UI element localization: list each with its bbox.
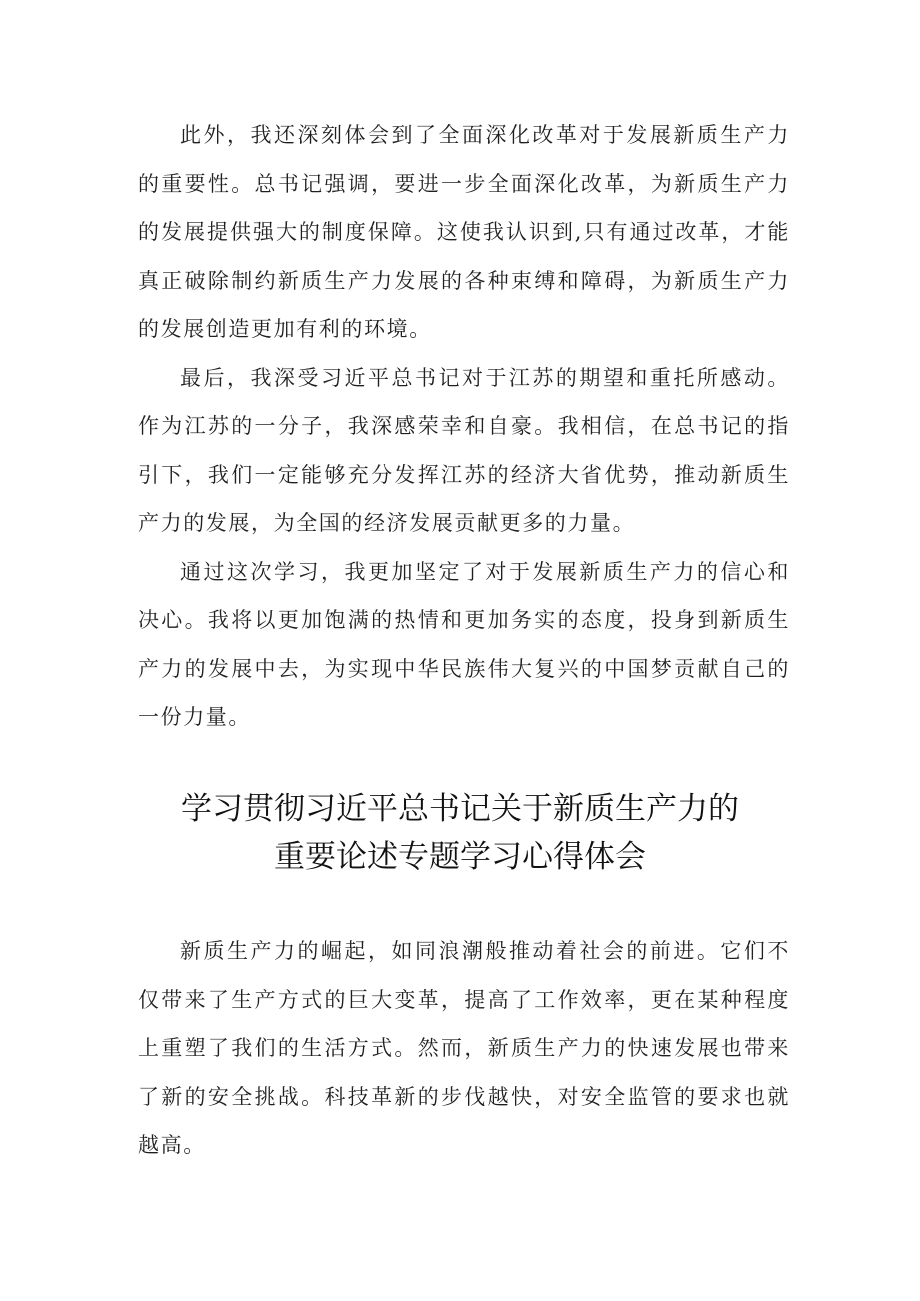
paragraph-conclusion: 通过这次学习，我更加坚定了对于发展新质生产力的信心和决心。我将以更加饱满的热情和更加务实的态度，投身到新质生产力的发展中去，为实现中华民族伟大复兴的中国梦贡献自己的一份力量。	[138, 559, 790, 729]
article-title	[100, 785, 820, 881]
paragraph-jiangsu: 最后，我深受习近平总书记对于江苏的期望和重托所感动。作为江苏的一分子，我深感荣幸和自豪。我相信，在总书记的指引下，我们一定能够充分发挥江苏的经济大省优势，推动新质生产力的发展，为全国的经济发展贡献更多的力量。	[138, 365, 790, 535]
previous-article-body	[138, 111, 790, 742]
new-article-body	[138, 927, 790, 1170]
article-title-line-2: 重要论述专题学习心得体会	[274, 839, 646, 875]
article-title-line-1: 学习贯彻习近平总书记关于新质生产力的	[181, 791, 739, 827]
paragraph-reform: 此外，我还深刻体会到了全面深化改革对于发展新质生产力的重要性。总书记强调，要进一步全面深化改革，为新质生产力的发展提供强大的制度保障。这使我认识到,只有通过改革，才能真正破除制约新质生产力发展的各种束缚和障碍，为新质生产力的发展创造更加有利的环境。	[138, 123, 790, 341]
paragraph-new-productivity: 新质生产力的崛起，如同浪潮般推动着社会的前进。它们不仅带来了生产方式的巨大变革，提高了工作效率，更在某种程度上重塑了我们的生活方式。然而，新质生产力的快速发展也带来了新的安全挑战。科技革新的步伐越快，对安全监管的要求也就越高。	[138, 939, 790, 1157]
